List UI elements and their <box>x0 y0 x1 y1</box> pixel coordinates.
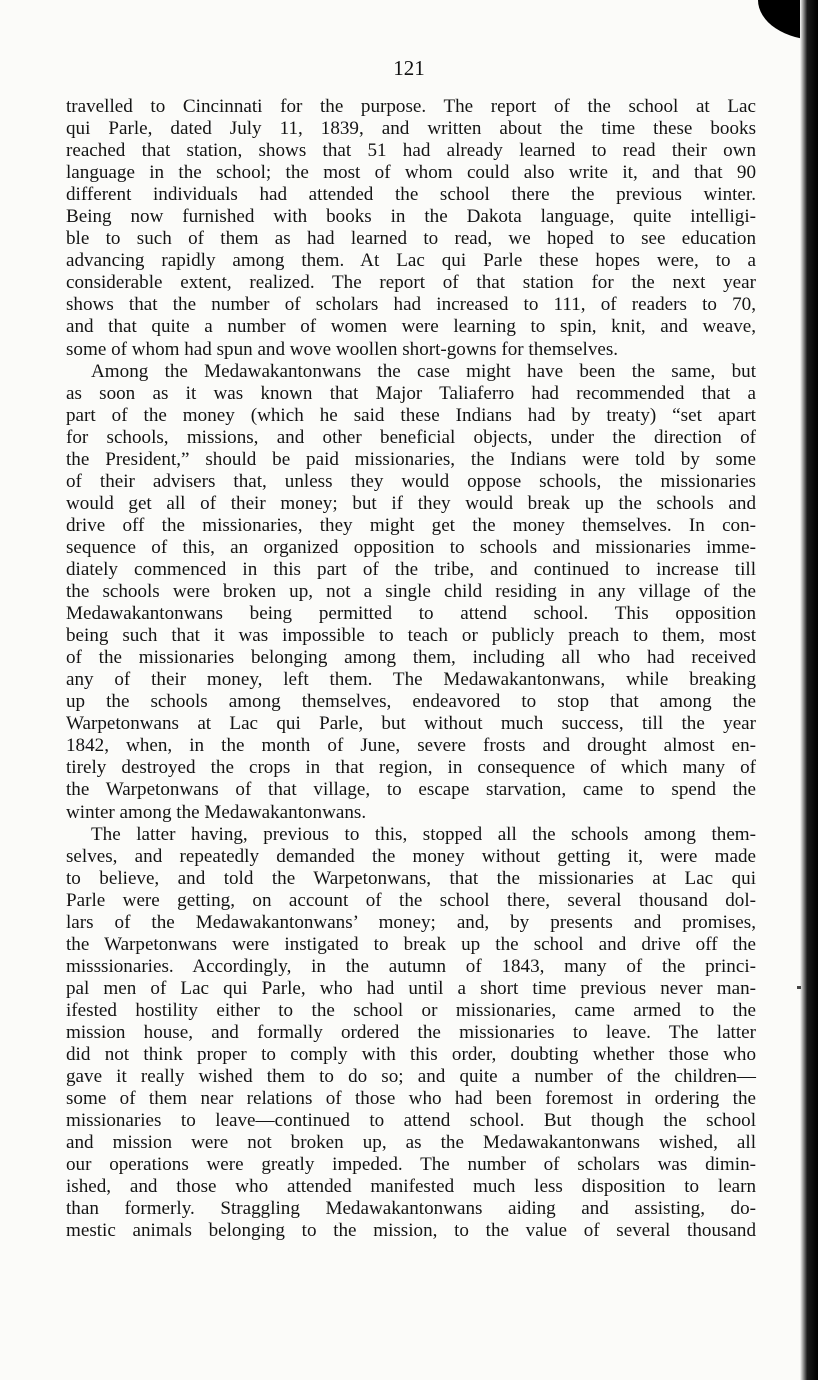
margin-speck <box>797 986 801 989</box>
text-line: the schools were broken up, not a single child residing in any village of the <box>66 581 756 603</box>
text-line: for schools, missions, and other beneficial objects, under the direction of <box>66 426 756 448</box>
text-line: did not think proper to comply with this order, doubting whether those who <box>66 1044 756 1066</box>
text-line: any of their money, left them. The Medawakantonwans, while breaking <box>66 669 756 691</box>
text-line: Being now furnished with books in the Dakota language, quite intelligi- <box>66 206 756 228</box>
text-line: to believe, and told the Warpetonwans, that the missionaries at Lac qui <box>66 867 756 889</box>
text-line: the Warpetonwans were instigated to break up the school and drive off the <box>66 933 756 955</box>
text-line: ble to such of them as had learned to read, we hoped to see education <box>66 228 756 250</box>
text-line: being such that it was impossible to teach or publicly preach to them, most <box>66 625 756 647</box>
text-line: lars of the Medawakantonwans’ money; and, by presents and promises, <box>66 911 756 933</box>
text-line: of their advisers that, unless they would oppose schools, the missionaries <box>66 470 756 492</box>
text-line: would get all of their money; but if they would break up the schools and <box>66 492 756 514</box>
text-line: drive off the missionaries, they might get the money themselves. In con- <box>66 514 756 536</box>
text-line: shows that the number of scholars had increased to 111, of readers to 70, <box>66 294 756 316</box>
body-text <box>66 96 756 1242</box>
paragraph-start-line: Among the Medawakantonwans the case might have been the same, but <box>91 360 756 382</box>
text-line: the Warpetonwans of that village, to escape starvation, came to spend the <box>66 779 756 801</box>
text-line: qui Parle, dated July 11, 1839, and written about the time these books <box>66 118 756 140</box>
text-line: misssionaries. Accordingly, in the autumn of 1843, many of the princi- <box>66 955 756 977</box>
text-line: some of whom had spun and wove woollen short-gowns for themselves. <box>66 338 619 360</box>
text-line: selves, and repeatedly demanded the money without getting it, were made <box>66 845 756 867</box>
text-line: Medawakantonwans being permitted to attend school. This opposition <box>66 603 756 625</box>
text-line: the President,” should be paid missionaries, the Indians were told by some <box>66 448 756 470</box>
text-line: our operations were greatly impeded. The number of scholars was dimin- <box>66 1154 756 1176</box>
text-line: Warpetonwans at Lac qui Parle, but without much success, till the year <box>66 713 756 735</box>
text-line: Parle were getting, on account of the school there, several thousand dol- <box>66 889 756 911</box>
text-line: reached that station, shows that 51 had already learned to read their own <box>66 140 756 162</box>
text-line: missionaries to leave—continued to attend school. But though the school <box>66 1110 756 1132</box>
text-line: of the missionaries belonging among them, including all who had received <box>66 647 756 669</box>
text-line: up the schools among themselves, endeavored to stop that among the <box>66 691 756 713</box>
text-line: mestic animals belonging to the mission, to the value of several thousand <box>66 1220 756 1242</box>
text-line: than formerly. Straggling Medawakantonwans aiding and assisting, do- <box>66 1198 756 1220</box>
text-line: as soon as it was known that Major Taliaferro had recommended that a <box>66 382 756 404</box>
page-number: 121 <box>393 56 425 80</box>
text-line: diately commenced in this part of the tribe, and continued to increase till <box>66 558 756 580</box>
text-line: sequence of this, an organized opposition to schools and missionaries imme- <box>66 536 756 558</box>
text-line: advancing rapidly among them. At Lac qui Parle these hopes were, to a <box>66 250 756 272</box>
text-line: some of them near relations of those who had been foremost in ordering the <box>66 1088 756 1110</box>
text-line: ifested hostility either to the school or missionaries, came armed to the <box>66 999 756 1021</box>
text-line: winter among the Medawakantonwans. <box>66 801 367 823</box>
text-line: and mission were not broken up, as the Medawakantonwans wished, all <box>66 1132 756 1154</box>
paragraph-start-line: The latter having, previous to this, stopped all the schools among them- <box>91 823 756 845</box>
text-line: travelled to Cincinnati for the purpose. The report of the school at Lac <box>66 96 756 117</box>
text-line: gave it really wished them to do so; and quite a number of the children— <box>66 1066 756 1088</box>
text-line: part of the money (which he said these Indians had by treaty) “set apart <box>66 404 756 426</box>
page-edge-shadow <box>800 0 818 1380</box>
text-line: mission house, and formally ordered the missionaries to leave. The latter <box>66 1021 756 1043</box>
text-line: and that quite a number of women were learning to spin, knit, and weave, <box>66 316 756 338</box>
text-line: considerable extent, realized. The report of that station for the next year <box>66 272 756 294</box>
text-line: language in the school; the most of whom could also write it, and that 90 <box>66 162 756 184</box>
text-line: tirely destroyed the crops in that region, in consequence of which many of <box>66 757 756 779</box>
text-line: ished, and those who attended manifested much less disposition to learn <box>66 1176 756 1198</box>
text-line: 1842, when, in the month of June, severe frosts and drought almost en- <box>66 735 756 757</box>
text-line: pal men of Lac qui Parle, who had until a short time previous never man- <box>66 977 756 999</box>
text-line: different individuals had attended the school there the previous winter. <box>66 184 756 206</box>
